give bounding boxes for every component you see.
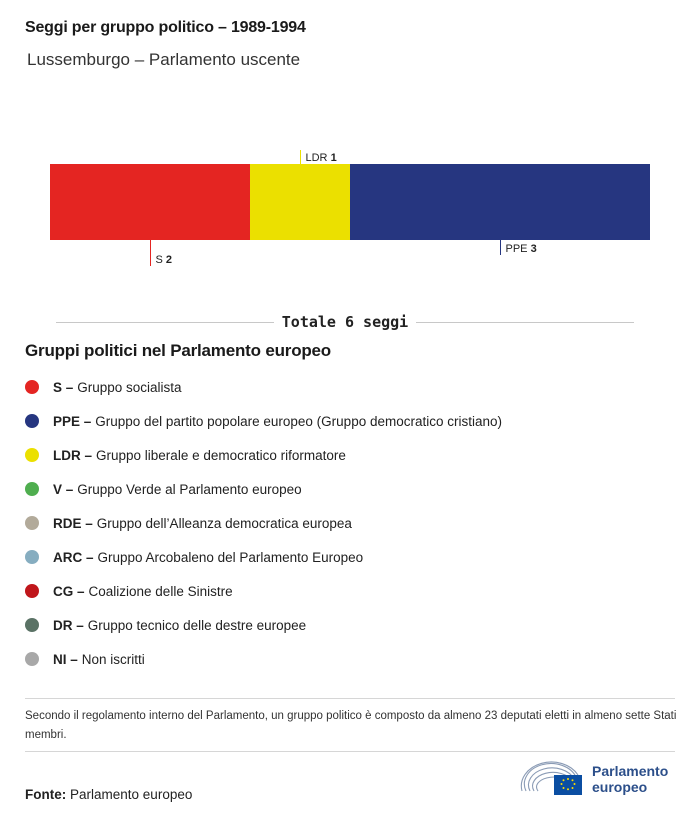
source: [25, 787, 192, 802]
segment-label-ppe: PPE 3: [505, 243, 537, 255]
legend-item: [25, 574, 502, 608]
legend-dot-icon: [25, 550, 39, 564]
legend-abbr: S –: [53, 379, 74, 395]
legend-item: [25, 472, 502, 506]
legend-dot-icon: [25, 482, 39, 496]
legend-abbr: DR –: [53, 617, 84, 633]
legend-abbr: NI –: [53, 651, 78, 667]
legend-name: Gruppo del partito popolare europeo (Gruppo democratico cristiano): [95, 413, 503, 429]
seat-bar-chart: [0, 140, 700, 280]
legend-dot-icon: [25, 414, 39, 428]
hemicycle-icon: [520, 761, 584, 797]
legend-item: [25, 540, 502, 574]
legend-dot-icon: [25, 516, 39, 530]
legend-name: Gruppo Verde al Parlamento europeo: [77, 481, 302, 497]
segment-label-s: S 2: [155, 254, 173, 266]
legend: [25, 370, 502, 676]
source-value: Parlamento europeo: [70, 787, 193, 802]
logo-line2: europeo: [592, 779, 648, 795]
logo-line1: Parlamento: [592, 763, 669, 779]
legend-abbr: RDE –: [53, 515, 93, 531]
legend-item: [25, 438, 502, 472]
chart-title: Seggi per gruppo politico – 1989-1994: [25, 19, 306, 36]
legend-name: Gruppo dell’Alleanza democratica europea: [96, 515, 352, 531]
legend-title: Gruppi politici nel Parlamento europeo: [25, 341, 331, 360]
legend-abbr: ARC –: [53, 549, 94, 565]
legend-dot-icon: [25, 618, 39, 632]
legend-dot-icon: [25, 584, 39, 598]
footnote: Secondo il regolamento interno del Parlamento, un gruppo politico è composto da almeno 23 deputati eletti in almeno sette Stati membri.: [25, 710, 677, 741]
legend-dot-icon: [25, 380, 39, 394]
legend-item: [25, 608, 502, 642]
legend-item: [25, 506, 502, 540]
legend-item: [25, 642, 502, 676]
legend-dot-icon: [25, 652, 39, 666]
bar-segment-s: [50, 164, 250, 240]
legend-name: Gruppo Arcobaleno del Parlamento Europeo: [97, 549, 364, 565]
divider-bottom-note: [25, 751, 675, 752]
legend-name: Non iscritti: [81, 651, 145, 667]
legend-name: Gruppo tecnico delle destre europee: [87, 617, 307, 633]
divider-top-note: [25, 698, 675, 699]
total-seats-label: Totale 6 seggi: [281, 313, 409, 331]
bar-segment-ppe: [350, 164, 650, 240]
source-label: Fonte:: [25, 787, 67, 802]
european-parliament-logo: [520, 761, 668, 797]
legend-abbr: LDR –: [53, 447, 93, 463]
bar-segment-ldr: [250, 164, 350, 240]
legend-item: [25, 404, 502, 438]
legend-name: Coalizione delle Sinistre: [88, 583, 233, 599]
divider-left: [56, 322, 274, 323]
legend-name: Gruppo socialista: [77, 379, 182, 395]
legend-abbr: CG –: [53, 583, 85, 599]
segment-label-ldr: LDR 1: [305, 152, 337, 164]
legend-abbr: V –: [53, 481, 74, 497]
divider-right: [416, 322, 634, 323]
legend-item: [25, 370, 502, 404]
total-seats-row: [56, 312, 634, 332]
legend-name: Gruppo liberale e democratico riformatore: [96, 447, 346, 463]
legend-abbr: PPE –: [53, 413, 92, 429]
legend-dot-icon: [25, 448, 39, 462]
chart-subtitle: Lussemburgo – Parlamento uscente: [27, 50, 301, 69]
